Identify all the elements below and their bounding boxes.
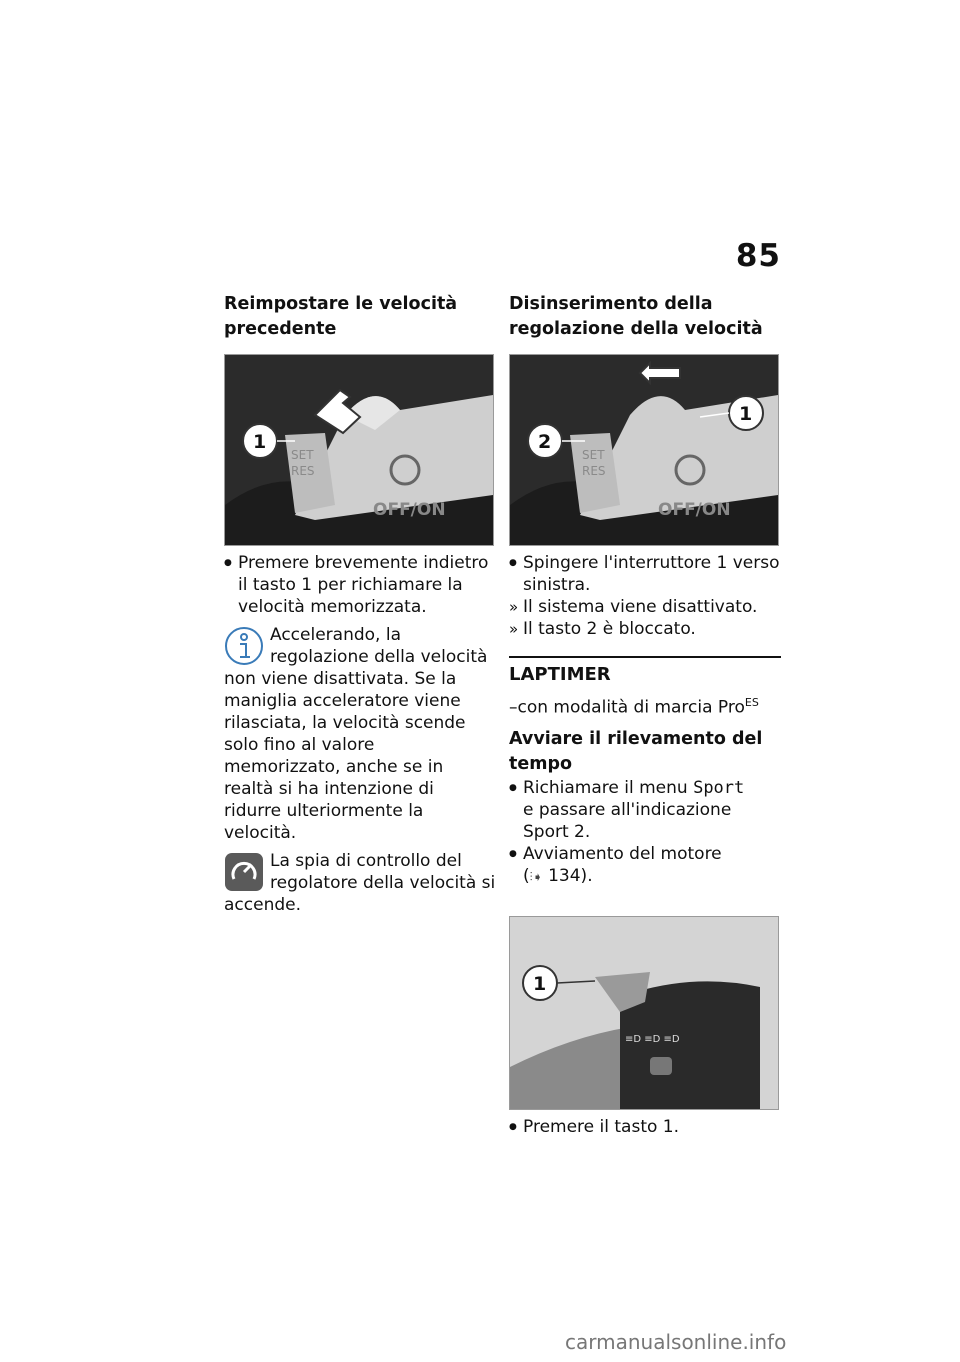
figure-laptimer-button [509, 916, 779, 1110]
bullet-premere-tasto: ● Premere il tasto 1. [509, 1116, 781, 1138]
bullet-avviamento: ● Avviamento del motore (⫶➧ 134). [509, 843, 781, 888]
right-column [509, 292, 781, 1138]
result-disattivato: » Il sistema viene disattivato. [509, 596, 781, 618]
offon-label: OFF/ON [658, 500, 731, 520]
heading-avviare: Avviare il rilevamento del tempo [509, 728, 763, 774]
offon-label: OFF/ON [373, 500, 446, 520]
left-column [224, 292, 496, 916]
figure-offon-switch [509, 354, 779, 546]
info-icon [224, 626, 264, 666]
figure-set-res-button [224, 354, 494, 546]
note-cruise: La spia di controllo del regolatore della velocità si accende. [224, 851, 496, 915]
heading-reimpostare: Reimpostare le velocità precedente [224, 294, 458, 339]
set-label: SET [291, 448, 314, 462]
note-info: Accelerando, la regolazione della velocità non viene disattivata. Se la maniglia acceleratore viene rilasciata, la velocità scende solo fino al valore memorizzato, anche se in realtà si ha intenzione di ridurre ulteriormente la velocità. [224, 625, 488, 843]
page-reference-icon: ⫶➧ [529, 869, 543, 884]
cruise-control-icon [224, 852, 264, 892]
result-bloccato: » Il tasto 2 è bloccato. [509, 618, 781, 640]
heading-disinserimento: Disinserimento della regolazione della velocità [509, 294, 763, 339]
watermark: carmanualsonline.info [565, 1330, 787, 1354]
set-label: SET [582, 448, 605, 462]
callout-2: 2 [538, 431, 552, 453]
bullet-spingere: ● Spingere l'interruttore 1 verso sinistra. [509, 552, 781, 596]
bullet-premere-indietro: ● Premere brevemente indietro il tasto 1 per richiamare la velocità memorizzata. [224, 552, 496, 618]
page-number: 85 [735, 238, 781, 274]
bullet-richiamare: ● Richiamare il menu Sport e passare all'indicazione Sport 2. [509, 777, 781, 843]
callout-1: 1 [253, 431, 267, 453]
svg-text:≡D ≡D ≡D: ≡D ≡D ≡D [625, 1033, 680, 1045]
section-title: LAPTIMER [509, 664, 611, 685]
res-label: RES [291, 464, 315, 478]
section-divider [509, 656, 781, 658]
res-label: RES [582, 464, 606, 478]
callout-1: 1 [533, 972, 547, 995]
callout-1: 1 [739, 403, 753, 425]
section-subtitle: –con modalità di marcia Pro$^{ES}$ [509, 696, 759, 718]
